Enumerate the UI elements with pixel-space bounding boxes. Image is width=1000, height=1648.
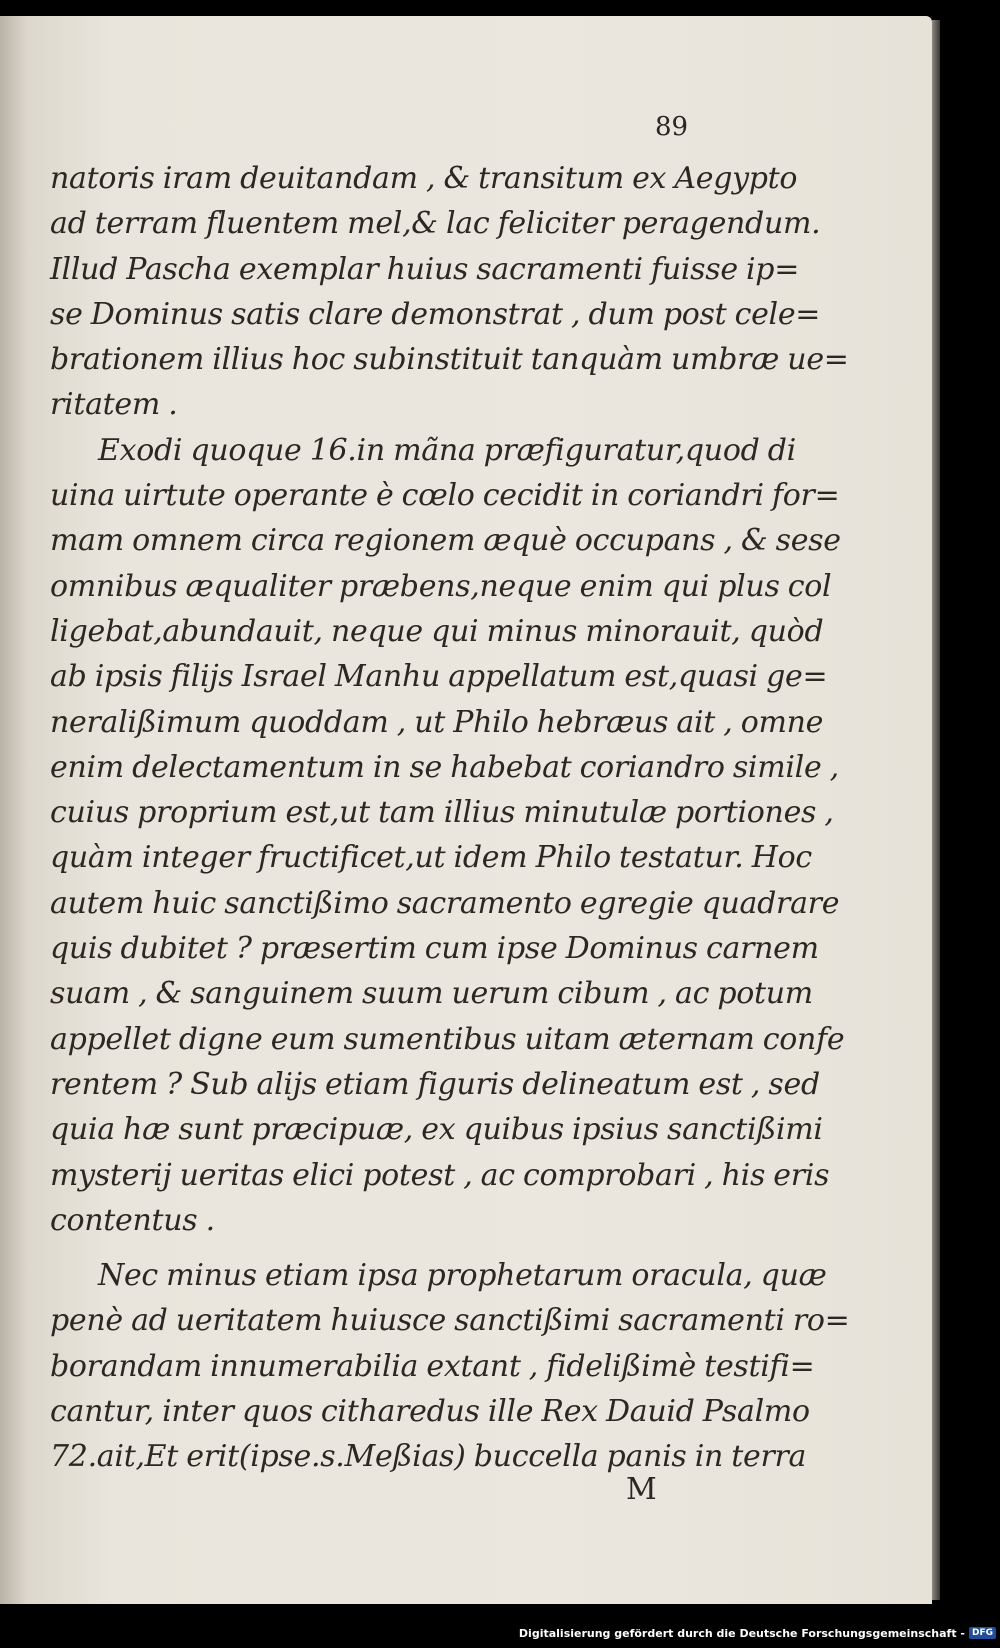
text-line: mam omnem circa regionem æquè occupans , & sese <box>50 523 841 559</box>
text-line: autem huic sanctißimo sacramento egregie quadrare <box>50 885 840 921</box>
text-line: suam , & sanguinem suum uerum cibum , ac potum <box>50 976 813 1012</box>
text-line: borandam innumerabilia extant , fidelißimè testifi= <box>50 1348 815 1384</box>
page-edge-shadow <box>932 20 940 1600</box>
text-line: uina uirtute operante è cœlo cecidit in coriandri for= <box>50 478 840 514</box>
text-line: cuius proprium est,ut tam illius minutulæ portiones , <box>50 795 834 831</box>
text-line: cantur, inter quos citharedus ille Rex Dauid Psalmo <box>50 1394 810 1430</box>
text-line: quis dubitet ? præsertim cum ipse Dominus carnem <box>50 931 819 967</box>
text-line: rentem ? Sub alijs etiam figuris delineatum est , sed <box>50 1066 820 1102</box>
text-line: quàm integer fructificet,ut idem Philo testatur. Hoc <box>50 840 812 876</box>
text-line: brationem illius hoc subinstituit tanquàm umbræ ue= <box>50 342 849 378</box>
text-line: ligebat,abundauit, neque qui minus minorauit, quòd <box>50 613 824 649</box>
text-line: quia hæ sunt præcipuæ, ex quibus ipsius sanctißimi <box>50 1112 823 1148</box>
text-line: se Dominus satis clare demonstrat , dum post cele= <box>50 296 821 332</box>
paragraph-start-line: Nec minus etiam ipsa prophetarum oracula, quæ <box>98 1258 827 1294</box>
text-line: Illud Pascha exemplar huius sacramenti fuisse ip= <box>50 251 800 287</box>
credit-text: Digitalisierung gefördert durch die Deutsche Forschungsgemeinschaft - <box>518 1626 965 1640</box>
text-line: contentus . <box>50 1202 215 1238</box>
text-line: appellet digne eum sumentibus uitam æternam confe <box>50 1021 845 1057</box>
page-number: 89 <box>655 112 689 142</box>
digitization-credit <box>519 1622 996 1644</box>
book-page <box>0 16 932 1604</box>
text-line: mysterij ueritas elici potest , ac comprobari , his eris <box>50 1157 830 1193</box>
body-text <box>50 156 850 1480</box>
text-line: natoris iram deuitandam , & transitum ex Aegypto <box>50 161 798 196</box>
text-line: 72.ait,Et erit(ipse.s.Meßias) buccella panis in terra <box>50 1439 807 1475</box>
text-line: neralißimum quoddam , ut Philo hebræus ait , omne <box>50 704 824 740</box>
signature-mark: M <box>626 1472 657 1507</box>
text-line: enim delectamentum in se habebat coriandro simile , <box>50 749 839 785</box>
text-line: penè ad ueritatem huiusce sanctißimi sacramenti ro= <box>50 1303 850 1339</box>
text-line: ritatem . <box>50 387 178 423</box>
dfg-logo: DFG <box>969 1627 996 1639</box>
paragraph-start-line: Exodi quoque 16.in mãna præfiguratur,quod di <box>98 432 796 468</box>
text-line: ab ipsis filijs Israel Manhu appellatum est,quasi ge= <box>50 659 828 695</box>
text-line: ad terram fluentem mel,& lac feliciter peragendum. <box>50 206 821 242</box>
text-line: omnibus æqualiter præbens,neque enim qui plus col <box>50 568 832 604</box>
